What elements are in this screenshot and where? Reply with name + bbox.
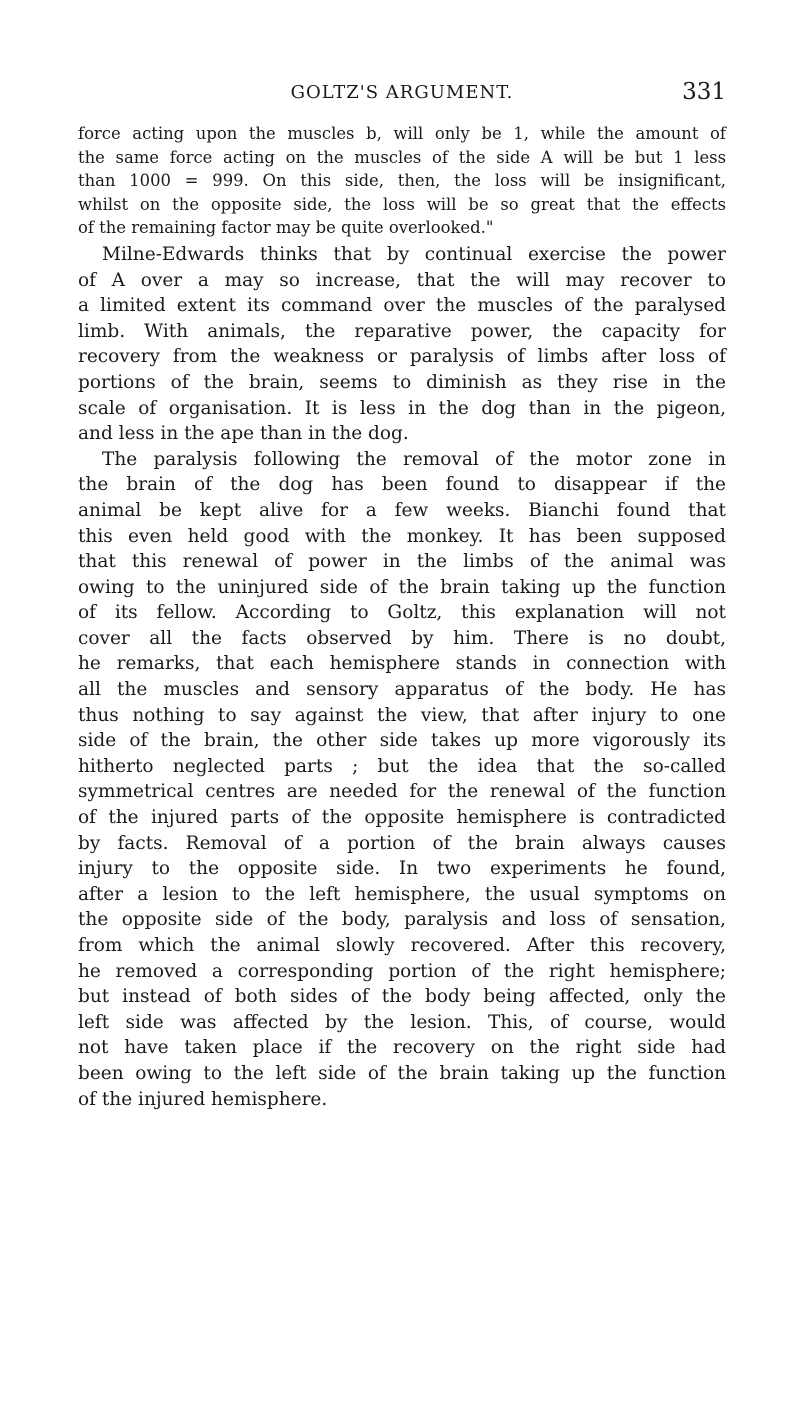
text-line: of A over a may so increase, that the will may recover to bbox=[78, 269, 726, 291]
text-line: of the injured hemisphere. bbox=[78, 1088, 328, 1110]
text-line: thus nothing to say against the view, that after injury to one bbox=[78, 704, 726, 726]
text-line: by facts. Removal of a portion of the brain always causes bbox=[78, 832, 726, 854]
text-line: force acting upon the muscles b, will only be 1, while the amount of bbox=[78, 124, 726, 143]
text-line: symmetrical centres are needed for the renewal of the function bbox=[78, 781, 726, 803]
quoted-passage bbox=[78, 122, 726, 240]
text-line: left side was affected by the lesion. This, of course, would bbox=[78, 1011, 726, 1033]
running-head bbox=[78, 79, 726, 122]
page-number: 331 bbox=[682, 79, 726, 105]
text-line: after a lesion to the left hemisphere, the usual symptoms on bbox=[78, 883, 726, 905]
text-line: recovery from the weakness or paralysis of limbs after loss of bbox=[78, 346, 726, 368]
text-line: whilst on the opposite side, the loss will be so great that the effects bbox=[78, 194, 726, 214]
text-line: injury to the opposite side. In two experiments he found, bbox=[78, 858, 726, 880]
paragraph-milne-edwards bbox=[78, 242, 726, 447]
text-line: limb. With animals, the reparative power, the capacity for bbox=[78, 320, 726, 342]
text-line: than 1000 = 999. On this side, then, the loss will be insignificant, bbox=[78, 171, 726, 191]
text-line: he remarks, that each hemisphere stands in connection with bbox=[78, 653, 726, 675]
text-line: this even held good with the monkey. It has been supposed bbox=[78, 525, 726, 547]
text-line: cover all the facts observed by him. There is no doubt, bbox=[78, 627, 726, 649]
text-line: Milne-Edwards thinks that by continual exercise the power bbox=[102, 243, 726, 265]
text-line: owing to the uninjured side of the brain taking up the function bbox=[78, 576, 726, 598]
text-line: The paralysis following the removal of the motor zone in bbox=[102, 448, 726, 470]
paragraph-paralysis bbox=[78, 447, 726, 1112]
text-line: the opposite side of the body, paralysis and loss of sensation, bbox=[78, 909, 726, 931]
text-line: not have taken place if the recovery on the right side had bbox=[78, 1037, 726, 1059]
text-line: and less in the ape than in the dog. bbox=[78, 423, 409, 445]
text-line: of its fellow. According to Goltz, this explanation will not bbox=[78, 602, 726, 624]
text-line: portions of the brain, seems to diminish as they rise in the bbox=[78, 371, 726, 393]
book-page bbox=[78, 79, 726, 1112]
text-line: the same force acting on the muscles of the side A will be but 1 less bbox=[78, 147, 726, 167]
text-line: of the injured parts of the opposite hemisphere is contradicted bbox=[78, 807, 726, 829]
text-line: animal be kept alive for a few weeks. Bianchi found that bbox=[78, 499, 726, 521]
text-line: a limited extent its command over the muscles of the paralysed bbox=[78, 295, 726, 317]
text-line: been owing to the left side of the brain taking up the function bbox=[78, 1062, 726, 1084]
text-line: from which the animal slowly recovered. After this recovery, bbox=[78, 935, 726, 956]
text-line: but instead of both sides of the body being affected, only the bbox=[78, 986, 726, 1008]
text-line: side of the brain, the other side takes up more vigorously its bbox=[78, 730, 726, 752]
text-line: he removed a corresponding portion of the right hemisphere; bbox=[78, 960, 726, 982]
text-line: hitherto neglected parts ; but the idea that the so-called bbox=[78, 755, 726, 777]
running-title: GOLTZ'S ARGUMENT. bbox=[290, 82, 514, 103]
text-line: the brain of the dog has been found to disappear if the bbox=[78, 474, 726, 496]
text-line: all the muscles and sensory apparatus of the body. He has bbox=[78, 679, 726, 701]
text-line: of the remaining factor may be quite overlooked." bbox=[78, 218, 494, 238]
text-line: that this renewal of power in the limbs of the animal was bbox=[78, 551, 726, 573]
text-line: scale of organisation. It is less in the dog than in the pigeon, bbox=[78, 397, 726, 419]
